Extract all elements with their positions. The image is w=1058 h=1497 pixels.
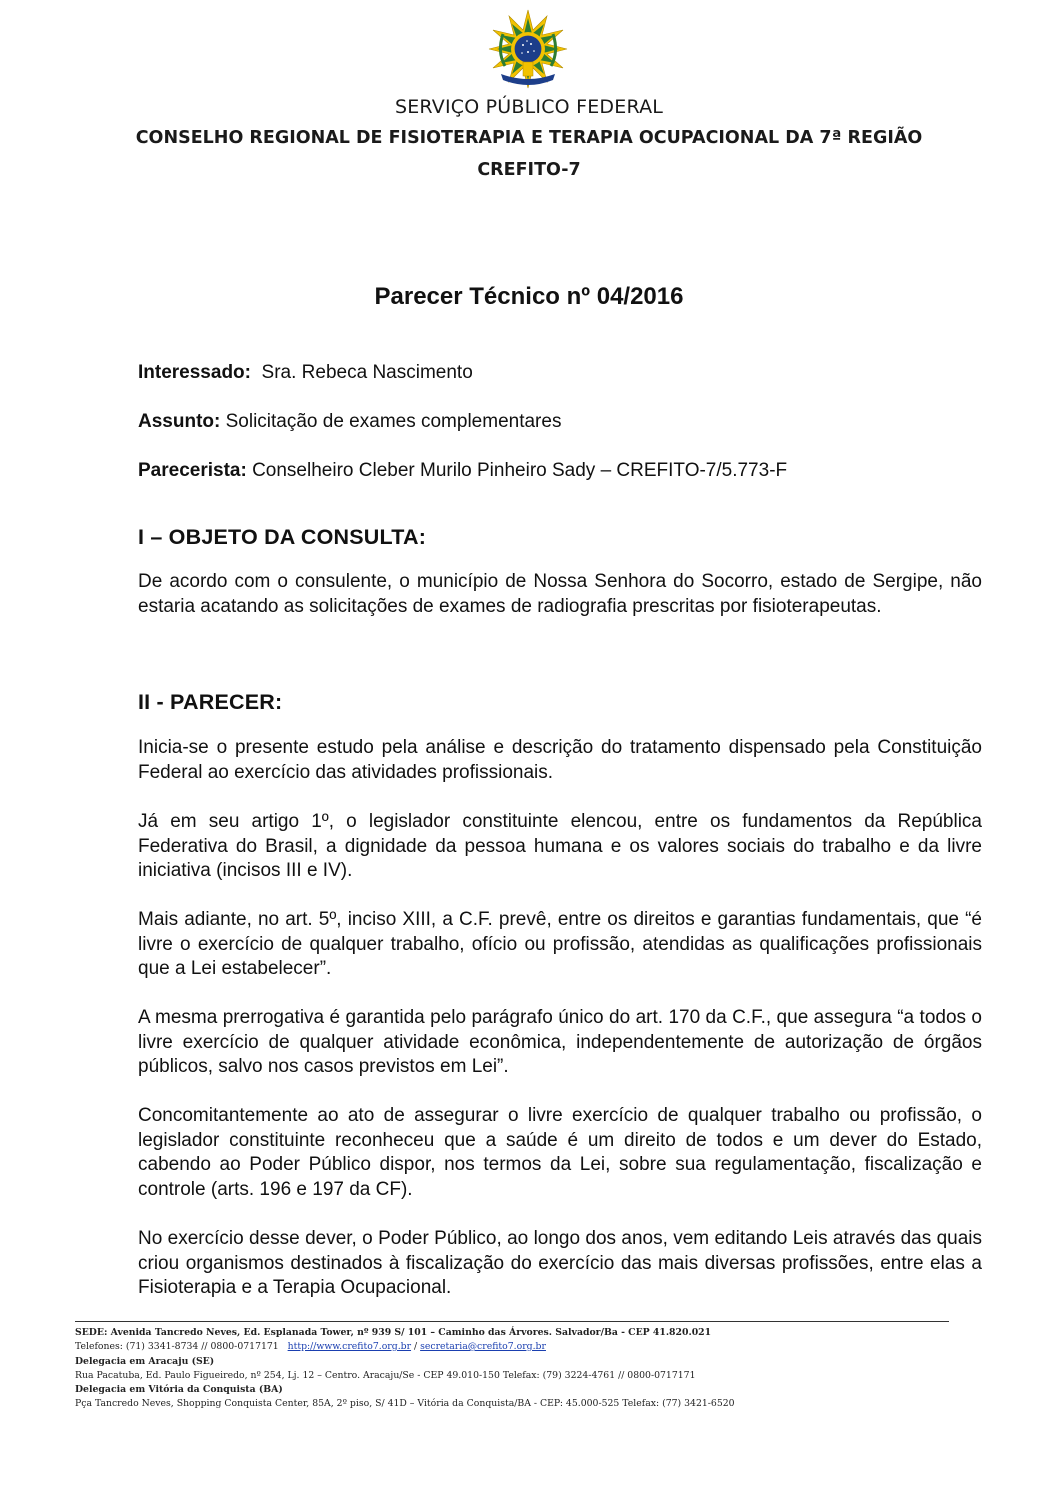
footer-aracaju-title: Delegacia em Aracaju (SE)	[75, 1356, 215, 1367]
footer-site-link[interactable]: http://www.crefito7.org.br	[287, 1341, 412, 1352]
section-heading-objeto: I – OBJETO DA CONSULTA:	[138, 525, 427, 549]
footer-vitoria-title: Delegacia em Vitória da Conquista (BA)	[75, 1384, 283, 1395]
paragraph-parecer-3: Mais adiante, no art. 5º, inciso XIII, a C.F. prevê, entre os direitos e garantias fundamentais, que “é livre o exercício de qualquer trabalho, ofício ou profissão, atendidas as qualificações profissionais que a Lei estabelecer”.	[138, 909, 982, 980]
assunto-value: Solicitação de exames complementares	[225, 411, 562, 432]
header-acronym: CREFITO-7	[477, 160, 581, 180]
footer-aracaju-address: Rua Pacatuba, Ed. Paulo Figueiredo, nº 254, Lj. 12 – Centro. Aracaju/Se - CEP 49.010-150 Telefax: (79) 3224-4761 // 0800-0717171	[75, 1370, 696, 1381]
footer-contacts	[75, 1341, 546, 1352]
coat-of-arms-logo	[487, 8, 569, 90]
assunto-line	[138, 411, 561, 433]
document-title: Parecer Técnico nº 04/2016	[374, 283, 684, 310]
footer-email-link[interactable]: secretaria@crefito7.org.br	[420, 1341, 546, 1352]
paragraph-parecer-6: No exercício desse dever, o Poder Público, ao longo dos anos, vem editando Leis através das quais criou organismos destinados à fiscalização do exercício das mais diversas profissões, entre elas a Fisioterapia e a Terapia Ocupacional.	[138, 1228, 982, 1299]
paragraph-parecer-2: Já em seu artigo 1º, o legislador constituinte elencou, entre os fundamentos da República Federativa do Brasil, a dignidade da pessoa humana e os valores sociais do trabalho e da livre iniciativa (incisos III e IV).	[138, 811, 982, 882]
paragraph-objeto: De acordo com o consulente, o município de Nossa Senhora do Socorro, estado de Sergipe, não estaria acatando as solicitações de exames de radiografia prescritas por fisioterapeutas.	[138, 571, 982, 617]
paragraph-parecer-4: A mesma prerrogativa é garantida pelo parágrafo único do art. 170 da C.F., que assegura “a todos o livre exercício de qualquer atividade econômica, independentemente de autorização de órgãos públicos, salvo nos casos previstos em Lei”.	[138, 1007, 982, 1078]
footer-telefones: Telefones: (71) 3341-8734 // 0800-0717171	[75, 1341, 279, 1352]
interessado-line	[138, 362, 473, 384]
header-council-name: CONSELHO REGIONAL DE FISIOTERAPIA E TERAPIA OCUPACIONAL DA 7ª REGIÃO	[135, 128, 923, 148]
parecerista-label: Parecerista:	[138, 460, 247, 481]
header-service-line: SERVIÇO PÚBLICO FEDERAL	[394, 96, 664, 118]
interessado-value: Sra. Rebeca Nascimento	[261, 362, 473, 383]
footer-vitoria-address: Pça Tancredo Neves, Shopping Conquista Center, 85A, 2º piso, S/ 41D – Vitória da Conquista/BA - CEP: 45.000-525 Telefax: (77) 3421-6520	[75, 1398, 735, 1409]
footer-divider	[75, 1321, 949, 1322]
footer-separator: /	[411, 1341, 421, 1352]
section-heading-parecer: II - PARECER:	[138, 690, 283, 714]
assunto-label: Assunto:	[138, 411, 221, 432]
paragraph-parecer-5: Concomitantemente ao ato de assegurar o livre exercício de qualquer trabalho ou profissão, o legislador constituinte reconheceu que a saúde é um direito de todos e um dever do Estado, cabendo ao Poder Público dispor, nos termos da Lei, sobre sua regulamentação, fiscalização e controle (arts. 196 e 197 da CF).	[138, 1105, 982, 1200]
parecerista-line	[138, 460, 787, 482]
parecerista-value: Conselheiro Cleber Murilo Pinheiro Sady – CREFITO-7/5.773-F	[252, 460, 788, 481]
footer-sede: SEDE: Avenida Tancredo Neves, Ed. Esplanada Tower, nº 939 S/ 101 – Caminho das Árvores. Salvador/Ba - CEP 41.820.021	[75, 1327, 712, 1338]
interessado-label: Interessado:	[138, 362, 251, 383]
paragraph-parecer-1: Inicia-se o presente estudo pela análise e descrição do tratamento dispensado pela Constituição Federal ao exercício das atividades profissionais.	[138, 737, 982, 783]
